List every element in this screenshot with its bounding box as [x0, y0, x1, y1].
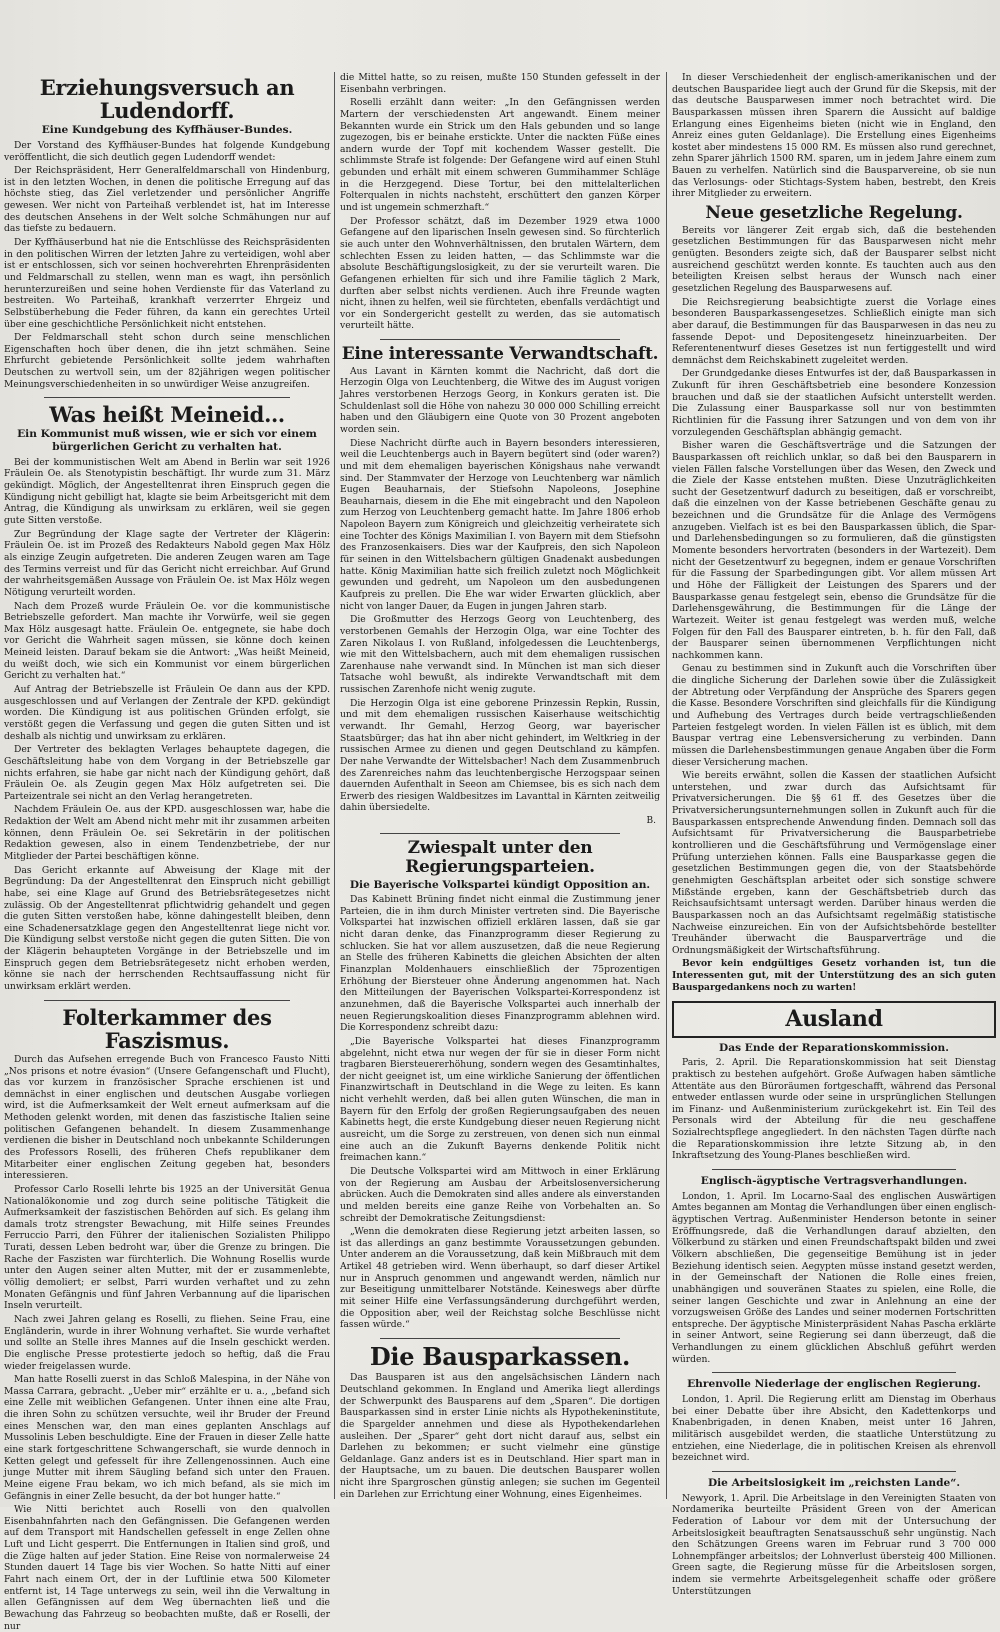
paragraph: Der Feldmarschall steht schon durch seine menschlichen Eigenschaften hoch über denen, die ihn jetzt schmähen. Seine Ehrfurcht gebietende Persönlichkeit sollte jedem wahrhaften Deutschen zu wertvoll sein, um der 82jährigen wegen politischer Meinungsverschiedenheiten in so unwürdiger Weise anzugreifen. — [4, 332, 330, 390]
paragraph: Der Kyffhäuserbund hat nie die Entschlüsse des Reichspräsidenten in den politischen Wirren der letzten Jahre zu verteidigen, wohl aber ist er entschlossen, sich vor seinen hochverehrten Ehrenpräsidenten und Feldmarschall zu stellen, wenn man es wagt, ihn persönlich herunterzureißen und seine hohen Verdienste für das Vaterland zu bestreiten. Wo Parteihaß, krankhaft verzerrter Ehrgeiz und Selbstüberhebung die Feder führen, da kann ein gerechtes Urteil über eine geschichtliche Persönlichkeit nicht entstehen. — [4, 237, 330, 330]
paragraph: Nach zwei Jahren gelang es Roselli, zu fliehen. Seine Frau, eine Engländerin, wurde in ihrer Wohnung verhaftet. Sie wurde verhaftet und sollte an Stelle ihres Mannes auf die Inseln geschickt werden. Die englische Presse protestierte jedoch so heftig, daß die Frau wieder freigelassen wurde. — [4, 1313, 330, 1372]
paragraph: Die Herzogin Olga ist eine geborene Prinzessin Repkin, Russin, und mit dem ehemaligen russischen Kaiserhause weitschichtig verwandt. Ihr Gemahl, Herzog Georg, war bayerischer Staatsbürger; das hat ihn aber nicht gehindert, im Weltkrieg in der russischen Armee zu dienen und gegen Deutschland zu kämpfen. Der nahe Verwandte der Wittelsbacher! Nach dem Zusammenbruch des Zarenreiches nahm das leuchtenbergische Herzogspaar seinen dauernden Aufenthalt in Seeon am Chiemsee, bis es sich nach dem Erwerb des riesigen Waldbesitzes im Lavanttal in Kärnten zeitweilig dahin übersiedelte. — [340, 697, 660, 814]
article-bausparkassen-continued — [672, 72, 996, 200]
column-2 — [340, 72, 660, 1501]
page-top-strip — [0, 0, 1000, 70]
article-zwiespalt — [340, 839, 660, 1331]
paragraph: London, 1. April. Im Locarno-Saal des englischen Auswärtigen Amtes begannen am Montag die Verhandlungen über einen englisch-ägyptischen Vertrag. Außenminister Henderson betonte in seiner Eröffnungsrede, daß die Verhandlungen darauf abzielten, den Völkerbund zu stärken und einen Freundschaftspakt bilden und zwei Völkern abschließen, Die gegenseitige Bemühung ist in jeder Beziehung identisch seien. Aegypten müsse instand gesetzt werden, in der Gemeinschaft der Nationen die Rolle eines freien, unabhängigen und souveränen Staates zu spielen, eine Rolle, die seiner langen Geschichte und zwar in Anlehnung an eine der vorzugsweisen Größe des Landes und seiner modernen Fortschritten entspreche. Der ägyptische Ministerpräsident Nahas Pascha erklärte in seiner Antwort, seine Regierung sei dann überzeugt, daß die Verhandlungen zu einem glücklichen Abschluß geführt werden würden. — [672, 1190, 996, 1365]
headline: Was heißt Meineid… — [49, 402, 285, 428]
headline: Neue gesetzliche Regelung. — [705, 203, 963, 224]
article-ludendorff — [4, 76, 330, 390]
article-folterkammer-continued — [340, 72, 660, 332]
paragraph: „Wenn die demokraten diese Regierung jetzt arbeiten lassen, so ist das allerdings an ganz bestimmte Voraussetzungen gebunden. Unter anderem an die Voraussetzung, daß kein Mißbrauch mit dem Artikel 48 getrieben wird. Wenn überhaupt, so darf dieser Artikel nur in Anspruch genommen und angewandt werden, nämlich nur zur Beseitigung unmittelbarer Notstände. Keineswegs aber dürfte mit seiner Hilfe eine Verfassungsänderung durchgeführt werden, die Opposition aber, weil der Reichstag solche Beschlüsse nicht fassen würde.“ — [340, 1226, 660, 1331]
divider — [712, 1169, 956, 1170]
paragraph: Die Reichsregierung beabsichtigte zuerst die Vorlage eines besonderen Bausparkassengesetzes. Schließlich einigte man sich aber darauf, die Bestimmungen für das Bausparwesen in das neu zu fassende Depot- und Depositengesetz hineinzuarbeiten. Der Referentenentwurf dieses Gesetzes ist nun fertiggestellt und wird demnächst dem Reichskabinett zugeleitet werden. — [672, 296, 996, 366]
divider — [44, 397, 290, 398]
author-signature: B. — [646, 816, 656, 827]
headline: Eine interessante Verwandtschaft. — [341, 344, 659, 365]
paragraph: Paris, 2. April. Die Reparationskommission hat seit Dienstag praktisch zu bestehen aufgehört. Große Aufwagen haben sämtliche Attentäte aus den Büroräumen fortgeschafft, während das Personal entweder entlassen wurde oder seine in ursprünglichen Stellungen im Finanz- und Außenministerium zurückgekehrt ist. Ein Teil des Personals wird der Abteilung für die neu geschaffene Sozialrechtspflege angegliedert. In den nächsten Tagen dürfte nach die Reparationskommission ihre letzte Sitzung ab, in den Inkraftsetzung des Young-Planes beschließen wird. — [672, 1057, 996, 1162]
headline: Folterkammer des Faszismus. — [62, 1004, 272, 1053]
paragraph: Der Vertreter des beklagten Verlages behauptete dagegen, die Geschäftsleitung habe von dem Vorgang in der Betriebszelle gar nichts erfahren, sie habe gar nicht nach der Kündigung gehört, daß Fräulein Oe. als Zeugin gegen Max Hölz aufgetreten sei. Die Parteizentrale sei nicht an den Verlag herangetreten. — [4, 744, 330, 802]
divider — [44, 1000, 290, 1001]
article-folterkammer — [4, 1006, 330, 1632]
paragraph: Der Reichspräsident, Herr Generalfeldmarschall von Hindenburg, ist in den letzten Wochen, in denen die politische Erregung auf das höchste stieg, das Ziel verletzender und persönlicher Angriffe gewesen. Wer nicht von Parteihaß verblendet ist, hat im Interesse des deutschen Ansehens in der Welt solche Schmähungen nur auf das tiefste zu bedauern. — [4, 165, 330, 235]
section-heading: Ausland — [672, 1001, 996, 1037]
paragraph: Genau zu bestimmen sind in Zukunft auch die Vorschriften über die dingliche Sicherung der Darlehen sowie über die Zulässigkeit der Abtretung oder Verpfändung der Ansprüche des Sparers gegen die Kasse. Besondere Vorschriften sind gleichfalls für die Kündigung und Aufhebung des Vertrages durch beide vertragschließenden Parteien festgelegt worden. In vielen Fällen ist es üblich, mit dem Bauspar vertrag eine Lebensversicherung zu verbinden. Dann müssen die Darlehensbestimmungen genaue Angaben über die Form dieser Versicherung machen. — [672, 663, 996, 768]
paragraph: Das Gericht erkannte auf Abweisung der Klage mit der Begründung: Da der Angestelltenrat den Einspruch nicht gebilligt habe, sei eine Klage auf Grund des Betriebsrätegesetzes nicht zulässig. Ob der Angestelltenrat pflichtwidrig gehandelt und gegen die guten Sitten verstoßen habe, könne dahingestellt bleiben, denn eine Schadenersatzklage gegen den Angestelltenrat liege nicht vor. Die Kündigung selbst verstoße nicht gegen die guten Sitten. Die von der Klägerin behaupteten Vorgänge in der Betriebszelle und im Einspruch gegen dem Betriebsrätegesetz nicht erhoben werden, könne sie nach der herrschenden Rechtsauffassung nicht für unwirksam erklärt werden. — [4, 864, 330, 993]
divider — [380, 339, 620, 340]
subheadline: Die Bayerische Volkspartei kündigt Opposition an. — [349, 878, 651, 891]
headline: Ehrenvolle Niederlage der englischen Regierung. — [687, 1378, 981, 1391]
paragraph: Bei der kommunistischen Welt am Abend in Berlin war seit 1926 Fräulein Oe. als Stenotypistin beschäftigt. Ihr wurde zum 31. März gekündigt. Möglich, der Angestelltenrat ihren Einspruch gegen die Kündigung nicht gebilligt hat, klagte sie beim Arbeitsgericht mit dem Antrag, die Kündigung als unwirksam zu erklären, weil sie gegen gute Sitten verstoße. — [4, 456, 330, 527]
paragraph: Nachdem Fräulein Oe. aus der KPD. ausgeschlossen war, habe die Redaktion der Welt am Abend nicht mehr mit ihr zusammen arbeiten können, denn Fräulein Oe. sei Sekretärin in der politischen Redaktion gewesen, also in einem Tendenzbetriebe, der nur Mitglieder der Partei beschäftigen könne. — [4, 804, 330, 862]
paragraph: London, 1. April. Die Regierung erlitt am Dienstag im Oberhaus bei einer Debatte über ihre Absicht, den Kadettenkorps und Knabenbrigaden, in denen Knaben, meist unter 16 Jahren, militärisch ausgebildet werden, die staatliche Unterstützung zu entziehen, eine Niederlage, die in politischen Kreisen als ehrenvoll bezeichnet wird. — [672, 1394, 996, 1464]
paragraph: Bevor kein endgültiges Gesetz vorhanden ist, tun die Interessenten gut, mit der Unterstützung des an sich guten Bauspargedankens noch zu warten! — [672, 958, 996, 993]
divider — [712, 1372, 956, 1373]
article-bausparkassen — [340, 1341, 660, 1500]
subheadline: Ein Kommunist muß wissen, wie er sich vor einem bürgerlichen Gericht zu verhalten hat. — [17, 428, 317, 454]
column-1 — [4, 72, 330, 1632]
column-rule — [334, 72, 335, 1499]
article-verwandtschaft — [340, 345, 660, 826]
paragraph: Aus Lavant in Kärnten kommt die Nachricht, daß dort die Herzogin Olga von Leuchtenberg, die Witwe des im August vorigen Jahres verstorbenen Herzogs Georg, in Konkurs geraten ist. Die Schuldenlast soll die Höhe von nahezu 30 000 000 Schilling erreicht haben und den Gläubigern eine Quote von 30 Prozent angeboten worden sein. — [340, 365, 660, 435]
paragraph: Wie Nitti berichtet auch Roselli von den qualvollen Eisenbahnfahrten nach den Gefängnissen. Die Gefangenen werden auf dem Transport mit Handschellen gefesselt in enge Zellen ohne Luft und Licht gesperrt. Die Entfernungen in Italien sind groß, und die Züge halten auf jeder Station. Eine Reise von normalerweise 24 Stunden dauert 14 Tage bis vier Wochen. So hatte Nitti auf einer Fahrt nach einem Ort, der in der Luftlinie etwa 500 Kilometer entfernt ist, 14 Tage unterwegs zu sein, weil ihn die Verwaltung in allen Gefängnissen auf dem Weg übernachten ließ und die Bewachung das Fahrzeug so beobachten mußte, daß er Roselli, der nur — [4, 1504, 330, 1632]
divider — [380, 1338, 620, 1339]
paragraph: Bereits vor längerer Zeit ergab sich, daß die bestehenden gesetzlichen Bestimmungen für das Bausparwesen nicht mehr genügten. Besonders zeigte sich, daß der Bausparer selbst nicht ausreichend geschützt werden konnte. Es tauchten auch aus den beteiligten Kreisen selbst heraus der Wunsch nach einer gesetzlichen Regelung des Bausparwesens auf. — [672, 224, 996, 294]
paragraph: Man hatte Roselli zuerst in das Schloß Malespina, in der Nähe von Massa Carrara, gebracht. „Ueber mir“ erzählte er u. a., „befand sich eine Zelle mit weiblichen Gefangenen. Unter ihnen eine alte Frau, die ihren Sohn zu schützen versuchte, weil ihr Bruder der Freund eines Menschen war, den man eines geplanten Anschlags auf Mussolinis Leben beschuldigte. Eine der Frauen in dieser Zelle hatte eine stark fortgeschrittene Schwangerschaft, sie wurde dennoch in Ketten gelegt und gefesselt für ihre Zellengenossinnen. Auch eine junge Mutter mit ihrem Säugling befand sich unter den Frauen. Meine eigene Frau bekam, wo ich mich befand, als sie mich im Gefängnis in einer Zelle besucht, da der bot hunger hatte.“ — [4, 1374, 330, 1502]
paragraph: In dieser Verschiedenheit der englisch-amerikanischen und der deutschen Bausparidee liegt auch der Grund für die Skepsis, mit der das deutsche Bausparwesen immer noch betrachtet wird. Die Bausparkassen müssen ihren Sparern die Aussicht auf baldige Erlangung eines Eigenheims bieten (nicht wie in England, den Anreiz eines guten Geldanlage). Die Erstellung eines Eigenheims kostet aber mindestens 15 000 RM. Es müssen also rund gerechnet, zehn Sparer jährlich 1500 RM. sparen, um in jedem Jahre einem zum Bauen zu verhelfen. Natürlich sind die Bausparvereine, ob sie nun das Verlosungs- oder Stichtags-System haben, bestrebt, den Kreis ihrer Mitglieder zu erweitern. — [672, 72, 996, 200]
subheadline: Eine Kundgebung des Kyffhäuser-Bundes. — [41, 124, 293, 137]
headline: Die Arbeitslosigkeit im „reichsten Lande“. — [707, 1476, 961, 1489]
paragraph: Der Professor schätzt, daß im Dezember 1929 etwa 1000 Gefangene auf den liparischen Inseln gewesen sind. So fürchterlich sie auch unter den Wohnverhältnissen, den brutalen Wärtern, dem schlechten Essen zu leiden hatten, — das Schlimmste war die absolute Beschäftigungslosigkeit, zu der sie verurteilt waren. Die Gefangenen erhielten für sich und ihre Familie täglich 2 Mark, durften aber selbst nichts verdienen. Auch ihre Freunde wagten nicht, ihnen zu helfen, weil sie fürchteten, ebenfalls verdächtigt und vor ein Sondergericht gestellt zu werden, das sie automatisch verurteilt hätte. — [340, 215, 660, 332]
paragraph: Professor Carlo Roselli lehrte bis 1925 an der Universität Genua Nationalökonomie und zog durch seine politische Tätigkeit die Aufmerksamkeit der faszistischen Behörden auf sich. Es gelang ihm damals trotz strengster Bewachung, mit Hilfe seines Freundes Ferruccio Parri, den Führer der italienischen Sozialisten Philippo Turati, dessen Leben bedroht war, über die Grenze zu bringen. Die Rache der Faszisten war fürchterlich. Die Wohnung Rosellis wurde unter den Augen seiner alten Mutter, mit der er zusammenlebte, völlig demoliert; er selbst, Parri wurden verhaftet und zu zehn Monaten Gefängnis und fünf Jahren Verbannung auf die liparischen Inseln verurteilt. — [4, 1183, 330, 1312]
divider — [712, 1471, 956, 1472]
article-neue-regelung — [672, 204, 996, 993]
column-rule — [666, 72, 667, 1499]
paragraph: Diese Nachricht dürfte auch in Bayern besonders interessieren, weil die Leuchtenbergs auch in Bayern begütert sind (oder waren?) und mit dem ehemaligen bayerischen Königshaus nahe verwandt sind. Der Stammvater der Herzoge von Leuchtenberg war nämlich Eugen Beauharnais, der Stiefsohn Napoleons, Josephine Beauharnais, diesem in die Ehe mit eingebracht und den Napoleon zum Herzog von Leuchtenberg gemacht hatte. Im Jahre 1806 erhob Napoleon Bayern zum Königreich und gleichzeitig verheiratete sich eine Tochter des Königs Maximilian I. von Bayern mit dem Stiefsohn des Franzosenkaisers. Dies war der Kaufpreis, den sich Napoleon für seinen in den Wittelsbachern gültigen Gnadenakt ausbedungen hatte. König Maximilian hatte sich freilich zuletzt noch Möglichkeit gewunden und gedreht, um Napoleon um den ausbedungenen Kaufpreis zu prellen. Die Ehe war wider Erwarten glücklich, aber nicht von langer Dauer, da Eugen in jungen Jahren starb. — [340, 437, 660, 612]
paragraph: Zur Begründung der Klage sagte der Vertreter der Klägerin: Fräulein Oe. ist im Prozeß des Redakteurs Nabold gegen Max Hölz als einzige Zeugin aufgetreten. Die anderen Zeugen waren am Tage des Termins verreist und für das Gericht nicht erreichbar. Auf Grund der wahrheitsgemäßen Aussage von Fräulein Oe. ist Max Hölz wegen Nötigung verurteilt worden. — [4, 528, 330, 598]
paragraph: Das Kabinett Brüning findet nicht einmal die Zustimmung jener Parteien, die in ihm durch Minister vertreten sind. Die Bayerische Volkspartei hat inzwischen offiziell erklären lassen, daß sie gar nicht daran denke, das Finanzprogramm dieser Regierung zu schlucken. Sie hat vor allem auszusetzen, daß die neue Regierung an Stelle des früheren Kabinetts die gleichen Absichten der alten Finanzplan Moldenhauers einschließlich der 75prozentigen Erhöhung der Biersteuer ohne Änderung angenommen hat. Nach den Mitteilungen der Bayerischen Volkspartei-Korrespondenz ist anzunehmen, daß die Bayerische Volkspartei auch innerhalb der neuen Regierungskoalition dieses Finanzprogramm ablehnen wird. Die Korrespondenz schreibt dazu: — [340, 894, 660, 1034]
paragraph: Der Grundgedanke dieses Entwurfes ist der, daß Bausparkassen in Zukunft für ihren Geschäftsbetrieb eine besondere Konzession brauchen und daß sie der staatlichen Aufsicht unterstellt werden. Die Zulassung einer Bausparkasse soll nur von bestimmten Richtlinien für die Fassung ihrer Satzungen und von dem von ihr vorzulegenden Geschäftsplan abhängig gemacht. — [672, 368, 996, 438]
divider — [380, 833, 620, 834]
headline: Das Ende der Reparationskommission. — [719, 1041, 949, 1054]
paragraph: Durch das Aufsehen erregende Buch von Francesco Fausto Nitti „Nos prisons et notre évasion“ (Unsere Gefangenschaft und Flucht), das vor kurzem in französischer Sprache erschienen ist und demnächst in einer englischen und deutschen Ausgabe vorliegen wird, ist die Aufmerksamkeit der Welt erneut aufmerksam auf die Methoden gelenkt worden, mit denen das faszistische Italien seine politischen Gefangenen behandelt. In diesem Zusammenhange verdienen die bisher in Deutschland noch unbekannte Schilderungen des Professors Roselli, des früheren Chefs republikaner dem Mitarbeiter einer englischen Zeitung gegeben hat, besonders interessieren. — [4, 1053, 330, 1182]
paragraph: Newyork, 1. April. Die Arbeitslage in den Vereinigten Staaten von Nordamerika beurteilte Präsident Green von der American Federation of Labour vor dem mit der Untersuchung der Arbeitslosigkeit beauftragten Senatsausschuß sehr ungünstig. Nach den Schätzungen Greens waren im Februar rund 3 700 000 Lohnempfänger arbeitslos; der Lohnverlust übersteig 400 Millionen. Green sagte, die Regierung müsse für die Arbeitslosen sorgen, indem sie vermehrte Arbeitsgelegenheit schaffe oder größere Unterstützungen — [672, 1492, 996, 1597]
column-3 — [672, 72, 996, 1597]
paragraph: „Die Bayerische Volkspartei hat dieses Finanzprogramm abgelehnt, nicht etwa nur wegen der für sie in dieser Form nicht tragbaren Biersteuererhöhung, sondern wegen des Gesamtinhaltes, der nicht geeignet ist, um eine wirkliche Sanierung der öffentlichen Finanzwirtschaft in Deutschland in die Wege zu leiten. Es kann nicht verhehlt werden, daß bei allen guten Wünschen, die man in Bayern für den Erfolg der großen Regierungsaufgaben des neuen Kabinetts hegt, die erste Kundgebung dieser neuen Regierung nicht ausreicht, um die Sorge zu zerstreuen, von denen sich nun einmal eine auch an die Zukunft Bayerns denkende Politik nicht freimachen kann.“ — [340, 1035, 660, 1164]
paragraph: Roselli erzählt dann weiter: „In den Gefängnissen werden Martern der verschiedensten Art angewandt. Einem meiner Bekannten wurde ein Strick um den Hals gebunden und so lange zugezogen, bis er beinahe erstickte. Unter die nackten Füße eines andern wurde der Topf mit kochendem Wasser gestellt. Die schlimmste Strafe ist folgende: Der Gefangene wird auf einen Stuhl gebunden und erhält mit einem schweren Gummihammer Schläge in die Herzgegend. Diese Tortur, bei den mittelalterlichen Folterqualen in nichts nachsteht, erschüttert den ganzen Körper und ist ungemein schmerzhaft.“ — [340, 97, 660, 214]
headline: Englisch-ägyptische Vertragsverhandlungen. — [700, 1175, 968, 1188]
headline: Erziehungsversuch an Ludendorff. — [39, 75, 295, 124]
paragraph: Wie bereits erwähnt, sollen die Kassen der staatlichen Aufsicht unterstehen, und zwar durch das Aufsichtsamt für Privatversicherungen. Die §§ 61 ff. des Gesetzes über die Privatversicherungsunternehmungen sollen in Zukunft auch für die Bausparkassen entsprechende Anwendung finden. Demnach soll das Aufsichtsamt für Privatversicherung die Bausparbetriebe kontrollieren und die Geschäftsführung und Vermögenslage einer Prüfung unterziehen können. Falls eine Bausparkasse gegen die gesetzlichen Bestimmungen gegen die, von der Staatsbehörde genehmigten Geschäftsplan arbeitet oder sich sonstige schwere Mißstände ergeben, kann der Geschäftsbetrieb durch das Reichsaufsichtsamt untersagt werden. Darüber hinaus werden die Bausparkassen noch an das Aufsichtsamt regelmäßig statistische Nachweise einzureichen. Ein von der Aufsichtsbehörde bestellter Treuhänder überwacht die Bausparverträge und die Ordnungsmäßigkeit der Wirtschaftsführung. — [672, 770, 996, 956]
paragraph: die Mittel hatte, so zu reisen, mußte 150 Stunden gefesselt in der Eisenbahn verbringen. — [340, 72, 660, 95]
paragraph: Bisher waren die Geschäftsverträge und die Satzungen der Bausparkassen oft reichlich unklar, so daß bei den Bausparern in vielen Fällen falsche Vorstellungen über das Wesen, den Zweck und die Ziele der Kasse entstehen mußten. Diese Unzuträglichkeiten sucht der Gesetzentwurf dadurch zu beseitigen, daß er vorschreibt, daß die einzelnen von der Kasse betriebenen Geschäfte genau zu bezeichnen und die Grundsätze für die Anlage des Vermögens anzugeben. Vielfach ist es bei den Bausparkassen üblich, die Spar- und Darlehensbedingungen so zu formulieren, daß die günstigsten Momente besonders hervortraten (besonders in der Wartezeit). Dem nicht der Gesetzentwurf zu begegnen, indem er genaue Vorschriften für die Fassung der Sparbedingungen gibt. Vor allem müssen Art und Höhe der Fälligkeit der Leistungen des Sparers und der Bausparkasse genau festgelegt sein, ebenso die Grundsätze für die Darlehensgewährung, die Bestimmungen für die Länge der Wartezeit. Weiter ist genau festgelegt was werden muß, welche Folgen für den Fall des Bausparer eintreten, b. h. für den Fall, daß der Bausparer seinen übernommenen Verpflichtungen nicht nachkommen kann. — [672, 440, 996, 661]
paragraph: Die Deutsche Volkspartei wird am Mittwoch in einer Erklärung von der Regierung am Ausbau der Arbeitslosenversicherung abrücken. Auch die Demokraten sind alles andere als einverstanden und melden bereits eine ganze Reihe von Vorbehalten an. So schreibt der Demokratische Zeitungsdienst: — [340, 1165, 660, 1224]
paragraph: Der Vorstand des Kyffhäuser-Bundes hat folgende Kundgebung veröffentlicht, die sich deutlich gegen Ludendorff wendet: — [4, 139, 330, 163]
paragraph: Nach dem Prozeß wurde Fräulein Oe. vor die kommunistische Betriebszelle gefordert. Man machte ihr Vorwürfe, weil sie gegen Max Hölz ausgesagt hatte. Fräulein Oe. entgegnete, sie habe doch vor Gericht die Wahrheit sagen müssen, sie könne doch keinen Meineid leisten. Darauf bekam sie die Antwort: „Was heißt Meineid, du weißt doch, wie sich ein Kommunist vor einem bürgerlichen Gericht zu verhalten hat.“ — [4, 600, 330, 682]
headline: Die Bausparkassen. — [369, 1341, 631, 1371]
section-ausland — [672, 1001, 996, 1597]
paragraph: Auf Antrag der Betriebszelle ist Fräulein Oe dann aus der KPD. ausgeschlossen und auf Verlangen der Zentrale der KPD. gekündigt worden. Die Kündigung ist aus politischen Gründen erfolgt, sie verstößt gegen die Verfassung und gegen die guten Sitten und ist deshalb als nichtig und unwirksam zu erklären. — [4, 684, 330, 742]
paragraph: Die Großmutter des Herzogs Georg von Leuchtenberg, des verstorbenen Gemahls der Herzogin Olga, war eine Tochter des Zaren Nikolaus I. von Rußland, infolgedessen die Leuchtenbergs, wie mit den Wittelsbachern, auch mit dem ehemaligen russischen Zarenhause nahe verwandt sind. In München ist man sich dieser Tatsache wohl bewußt, als indirekte Verwandtschaft mit dem russischen Zarenhofe nicht wenig zugute. — [340, 614, 660, 696]
paragraph: Das Bausparen ist aus den angelsächsischen Ländern nach Deutschland gekommen. In England und Amerika liegt allerdings der Schwerpunkt des Bausparens auf dem „Sparen“. Die dortigen Bausparkassen sind in erster Linie nichts als Hypothekeninstitute, die Spargelder annehmen und diese als Hypothekendarlehen ausleihen. Der „Sparer“ geht dort nicht darauf aus, selbst ein Darlehen zu bekommen; er sucht vielmehr eine günstige Geldanlage. Ganz anders ist es in Deutschland. Hier spart man in der Hauptsache, um zu bauen. Die deutschen Bausparer wollen nicht ihre Spargroschen günstig anlegen; sie suchen im Gegenteil ein Darlehen zur Errichtung einer Wohnung, eines Eigenheimes. — [340, 1372, 660, 1500]
headline: Zwiespalt unter den Regierungsparteien. — [405, 838, 595, 877]
article-meineid — [4, 403, 330, 992]
